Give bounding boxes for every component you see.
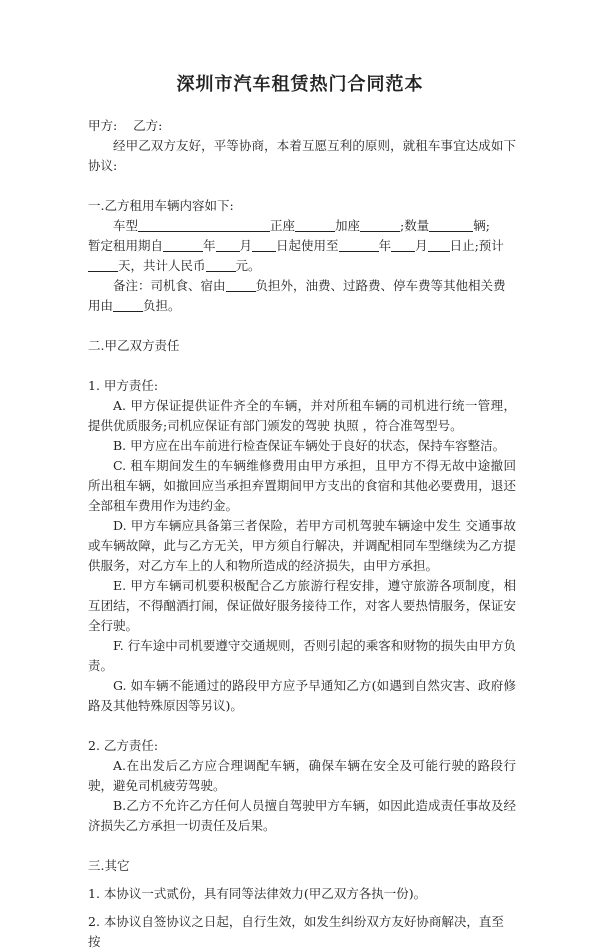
year1-label: 年 xyxy=(203,238,216,253)
year2-label: 年 xyxy=(378,238,392,253)
section-3-heading: 三.其它 xyxy=(88,858,130,873)
section-1-heading: 一.乙方租用车辆内容如下: xyxy=(88,198,234,213)
seat-front-label: 正座 xyxy=(270,218,296,233)
duty-b-item-b: B.乙方不允许乙方任何人员擅自驾驶甲方车辆，如因此造成责任事故及经济损失乙方承担一切责任及后果。 xyxy=(88,798,516,833)
seat-extra-label: 加座 xyxy=(335,218,361,233)
other-item-2: 2. 本协议自签协议之日起，自行生效，如发生纠纷双方友好协商解决，直至按 xyxy=(88,914,504,949)
yuan-label: 元。 xyxy=(235,258,261,273)
qty-blank xyxy=(429,218,473,232)
parties-line xyxy=(88,116,516,136)
total-line xyxy=(88,256,516,276)
intro-paragraph: 经甲乙双方友好，平等协商，本着互愿互利的原则，就租车事宜达成如下协议: xyxy=(88,138,516,173)
note-end: 负担。 xyxy=(143,298,181,313)
party-a-label: 甲方: xyxy=(88,118,118,133)
duty-a-item-g: G. 如车辆不能通过的路段甲方应予早通知乙方(如遇到自然灾害、政府修路及其他特殊原因等另议)。 xyxy=(88,678,516,713)
duty-a-item-d: D. 甲方车辆应具备第三者保险，若甲方司机驾驶车辆途中发生 交通事故或车辆故障，此与乙方无关，甲方须自行解决，并调配相同车型继续为乙方提供服务，对乙方车上的人和物所造成的经济损失，由甲方承担。 xyxy=(88,518,516,573)
car-type-blank xyxy=(138,218,270,232)
party-b-duties-heading: 2. 乙方责任: xyxy=(88,738,159,753)
period-line xyxy=(88,236,516,256)
days-total-label: 天，共计人民币 xyxy=(118,258,206,273)
duty-a-item-f: F. 行车途中司机要遵守交通规则，否则引起的乘客和财物的损失由甲方负责。 xyxy=(88,638,516,673)
car-line xyxy=(88,216,516,236)
duty-a-item-a: A. 甲方保证提供证件齐全的车辆，并对所租车辆的司机进行统一管理，提供优质服务;司机应保证有部门颁发的驾驶 执照 ，符合准驾型号。 xyxy=(88,398,516,433)
duty-a-item-c: C. 租车期间发生的车辆维修费用由甲方承担，且甲方不得无故中途撤回所出租车辆，如撤回应当承担弃置期间甲方支出的食宿和其他必要费用，退还全部租车费用作为违约金。 xyxy=(88,458,516,513)
document-title: 深圳市汽车租赁热门合同范本 xyxy=(176,74,424,95)
days-blank xyxy=(88,258,118,272)
month1-label: 月 xyxy=(239,238,253,253)
note-prefix: 备注：司机食、宿由 xyxy=(113,278,226,293)
party-b-label: 乙方: xyxy=(133,118,163,133)
day1-blank xyxy=(252,238,276,252)
document-body xyxy=(88,116,516,952)
seat-extra-blank xyxy=(360,218,400,232)
party-a-duties-heading: 1. 甲方责任: xyxy=(88,378,159,393)
duty-a-item-e: E. 甲方车辆司机要积极配合乙方旅游行程安排，遵守旅游各项制度，相互团结，不得酗酒打闹，保证做好服务接待工作，对客人要热情服务，保证安全行驶。 xyxy=(88,578,516,633)
month2-label: 月 xyxy=(415,238,428,253)
year2-blank xyxy=(339,238,379,252)
qty-label: ;数量 xyxy=(400,218,430,233)
month1-blank xyxy=(216,238,240,252)
amount-blank xyxy=(206,258,236,272)
qty-unit: 辆; xyxy=(473,218,490,233)
duty-a-item-b: B. 甲方应在出车前进行检查保证车辆处于良好的状态，保持车容整洁。 xyxy=(113,438,506,453)
duty-b-item-a: A.在出发后乙方应合理调配车辆，确保车辆在安全及可能行驶的路段行驶，避免司机疲劳驾驶。 xyxy=(88,758,516,793)
car-type-label: 车型 xyxy=(113,218,139,233)
seat-front-blank xyxy=(295,218,335,232)
year1-blank xyxy=(163,238,203,252)
note-blank-1 xyxy=(226,278,256,292)
note-mid: 负担外，油费、过路费、停车费等其他相关费用由 xyxy=(88,278,506,313)
day2-blank xyxy=(428,238,450,252)
section-2-heading: 二.甲乙双方责任 xyxy=(88,338,180,353)
rent-period-label: 暂定租用期自 xyxy=(88,238,164,253)
other-item-1: 1. 本协议一式贰份，具有同等法律效力(甲乙双方各执一份)。 xyxy=(88,886,427,901)
day-use-label: 日起使用至 xyxy=(276,238,339,253)
month2-blank xyxy=(391,238,415,252)
note-blank-2 xyxy=(113,298,143,312)
day-end-label: 日止;预计 xyxy=(449,238,504,253)
note-line xyxy=(88,276,516,316)
